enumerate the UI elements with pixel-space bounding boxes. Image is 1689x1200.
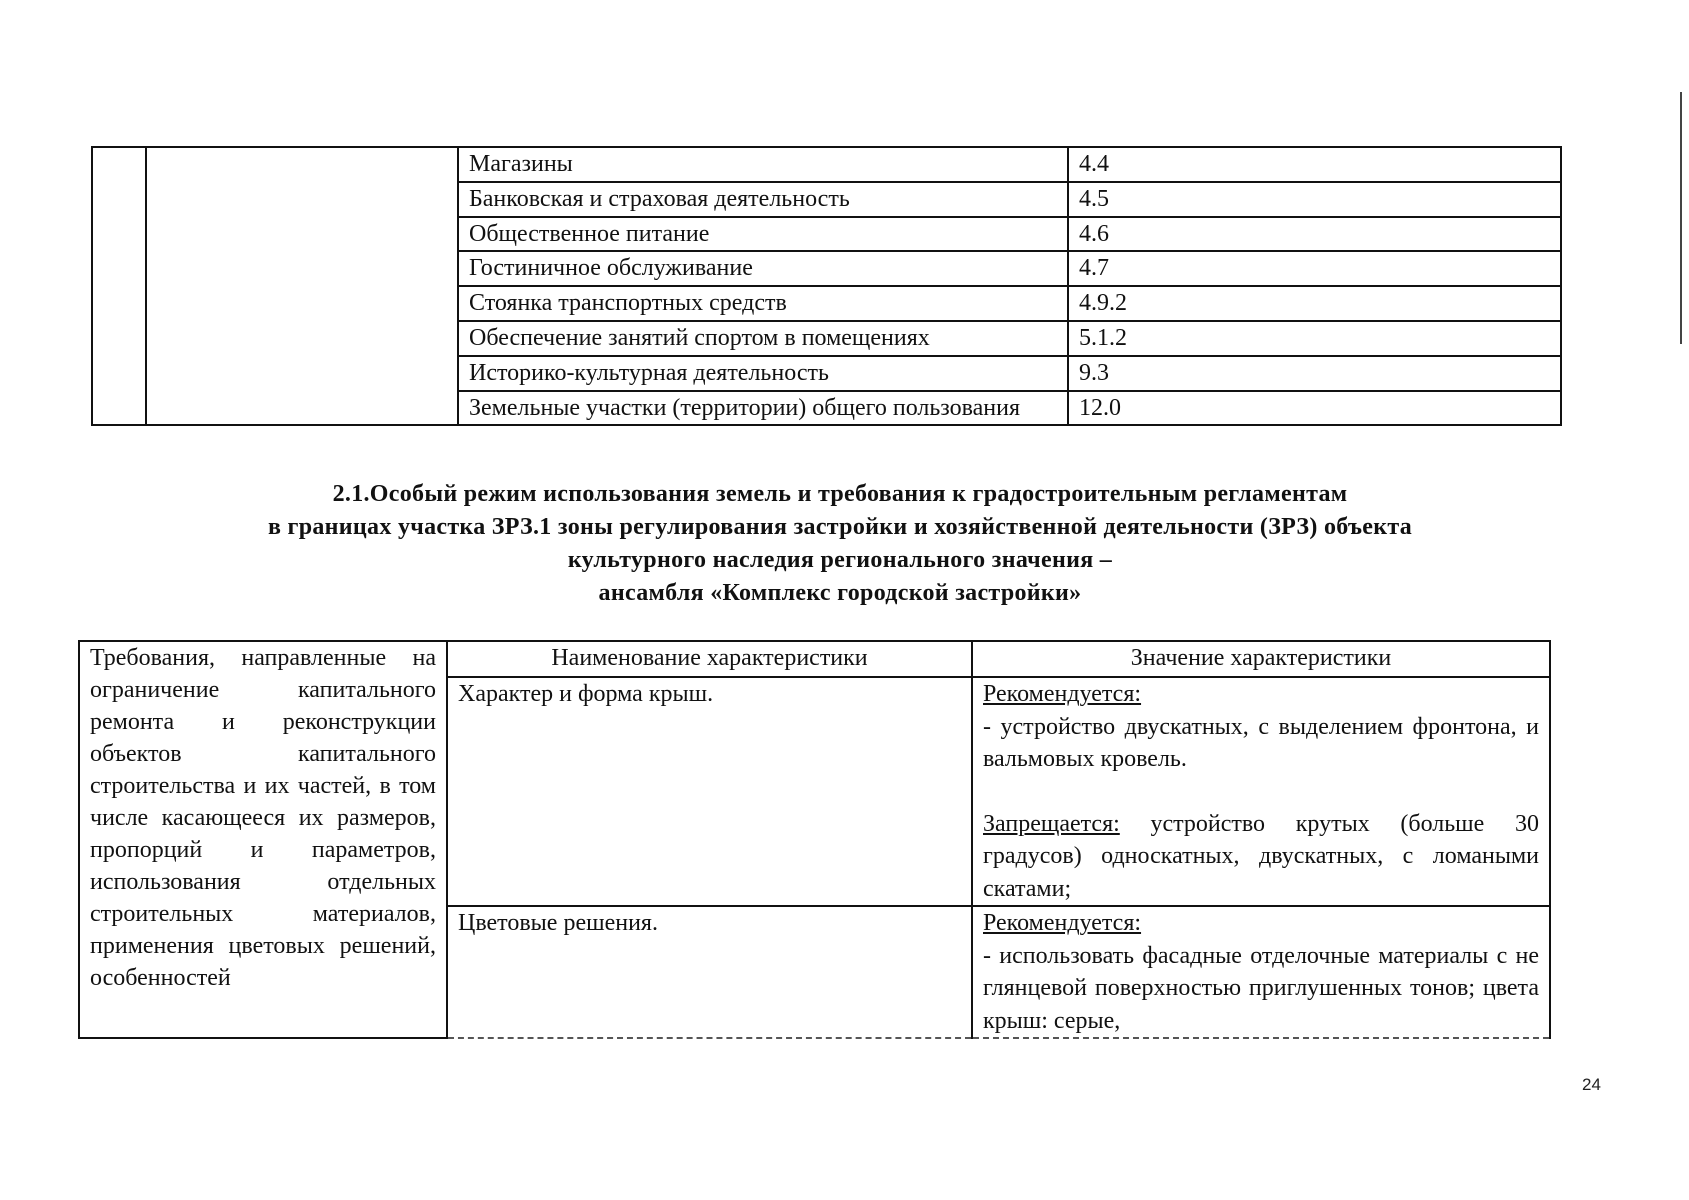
heading-line: ансамбля «Комплекс городской застройки» — [598, 580, 1082, 606]
land-use-name: Гостиничное обслуживание — [458, 251, 1068, 286]
land-use-name: Историко-культурная деятельность — [458, 356, 1068, 391]
land-use-code: 4.9.2 — [1068, 286, 1561, 321]
characteristic-value — [972, 906, 1550, 1038]
recommended-label: Рекомендуется: — [983, 910, 1142, 936]
land-use-code: 9.3 — [1068, 356, 1561, 391]
heading-line: 2.1.Особый режим использования земель и требования к градостроительным регламентам — [332, 481, 1348, 507]
land-use-name: Земельные участки (территории) общего пользования — [458, 391, 1068, 426]
page-number: 24 — [1582, 1075, 1601, 1094]
land-use-code: 12.0 — [1068, 391, 1561, 426]
land-use-name: Магазины — [458, 147, 1068, 182]
land-use-name: Банковская и страховая деятельность — [458, 182, 1068, 217]
land-use-code: 4.4 — [1068, 147, 1561, 182]
requirements-table — [78, 640, 1551, 1039]
requirements-cell: Требования, направленные на ограничение капитального ремонта и реконструкции объектов капитального строительства и их частей, в том числе касающееся их размеров, пропорций и параметров, использования отдельных строительных материалов, применения цветовых решений, особенностей — [79, 641, 447, 1038]
land-use-code: 4.6 — [1068, 217, 1561, 252]
land-use-name: Стоянка транспортных средств — [458, 286, 1068, 321]
empty-cell — [146, 147, 458, 425]
empty-cell — [92, 147, 146, 425]
recommended-text: - использовать фасадные отделочные материалы с не глянцевой поверхностью приглушенных тонов; цвета крыш: серые, — [983, 942, 1539, 1034]
recommended-label: Рекомендуется: — [983, 681, 1142, 707]
land-use-code: 4.5 — [1068, 182, 1561, 217]
land-use-table — [91, 146, 1562, 426]
characteristic-name: Цветовые решения. — [447, 906, 972, 1038]
land-use-code: 5.1.2 — [1068, 321, 1561, 356]
table-row — [92, 147, 1561, 182]
land-use-name: Обеспечение занятий спортом в помещениях — [458, 321, 1068, 356]
heading-line: культурного наследия регионального значения – — [567, 547, 1113, 573]
land-use-code: 4.7 — [1068, 251, 1561, 286]
column-header-value: Значение характеристики — [972, 641, 1550, 677]
heading-line: в границах участка ЗРЗ.1 зоны регулирования застройки и хозяйственной деятельности (ЗРЗ) объекта — [267, 514, 1413, 540]
prohibited-label: Запрещается: — [983, 810, 1120, 837]
paragraph-gap — [983, 776, 1539, 808]
scan-edge-mark — [1680, 92, 1682, 344]
prohibited-text: устройство крутых (больше 30 градусов) односкатных, двускатных, с ломаными скатами; — [983, 810, 1539, 902]
characteristic-value — [972, 677, 1550, 906]
table-header-row — [79, 641, 1550, 677]
column-header-name: Наименование характеристики — [447, 641, 972, 677]
land-use-name: Общественное питание — [458, 217, 1068, 252]
prohibited-paragraph — [983, 808, 1539, 906]
section-heading — [150, 478, 1530, 610]
characteristic-name: Характер и форма крыш. — [447, 677, 972, 906]
recommended-text: - устройство двускатных, с выделением фронтона, и вальмовых кровель. — [983, 713, 1539, 772]
